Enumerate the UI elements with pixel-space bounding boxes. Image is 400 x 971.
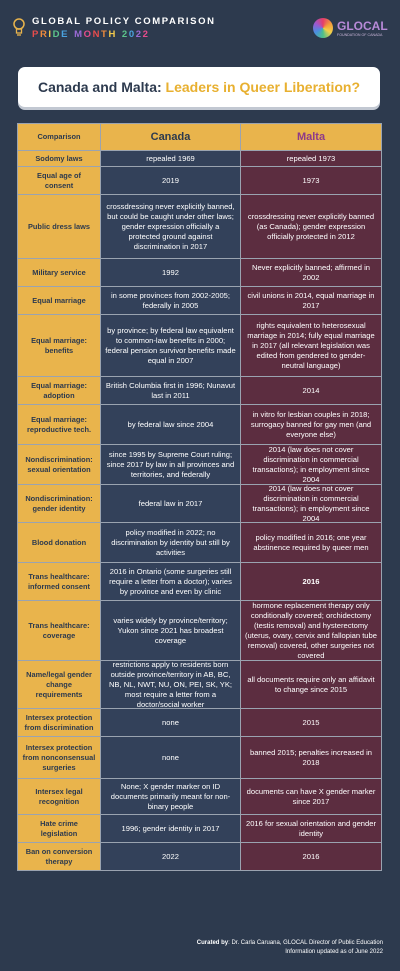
footer — [197, 939, 383, 956]
comparison-table — [17, 123, 382, 871]
subtitle-letter: 2 — [135, 29, 143, 40]
malta-value: 2014 — [241, 377, 382, 404]
table-header-row — [17, 123, 382, 151]
curated-text: : Dr. Carla Caruana, GLOCAL Director of Public Education — [228, 940, 383, 946]
table-body — [17, 151, 382, 871]
canada-value: restrictions apply to residents born outside province/territory in AB, BC, NB, NL, NWT, NU, ON, PEI, SK, YK; most require a letter from a doctor/social worker — [101, 661, 241, 708]
row-label: Equal marriage: reproductive tech. — [17, 405, 101, 444]
row-label: Sodomy laws — [17, 151, 101, 166]
curated-label: Curated by — [196, 940, 229, 946]
row-label: Equal marriage — [17, 287, 101, 314]
header-canada: Canada — [101, 124, 241, 150]
malta-value: in vitro for lesbian couples in 2018; surrogacy banned for gay men (and everyone else) — [241, 405, 382, 444]
canada-value: varies widely by province/territory; Yukon since 2021 has broadest coverage — [101, 601, 241, 660]
malta-value: policy modified in 2016; one year abstinence required by queer men — [241, 523, 382, 562]
subtitle-letter: T — [101, 29, 109, 40]
subtitle-letter: N — [92, 29, 102, 40]
logo-name: GLOCAL — [337, 19, 388, 33]
table-row — [17, 445, 382, 485]
malta-value: rights equivalent to heterosexual marriage in 2014; fully equal marriage in 2017 (all relevant legislation was edited from gendered to gender-neutral language) — [241, 315, 382, 376]
subtitle-letter: 2 — [121, 29, 129, 40]
subtitle-letter: E — [61, 29, 70, 40]
row-label: Ban on conversion therapy — [17, 843, 101, 870]
subtitle-letter: P — [32, 29, 40, 40]
row-label: Public dress laws — [17, 195, 101, 258]
malta-value: 2016 — [241, 563, 382, 600]
canada-value: repealed 1969 — [101, 151, 241, 166]
table-row — [17, 151, 382, 167]
malta-value: civil unions in 2014, equal marriage in 2017 — [241, 287, 382, 314]
malta-value: banned 2015; penalties increased in 2018 — [241, 737, 382, 778]
subtitle-letter: M — [74, 29, 84, 40]
subtitle-letter: O — [83, 29, 93, 40]
lightbulb-icon — [12, 17, 26, 37]
row-label: Equal age of consent — [17, 167, 101, 194]
subtitle-letter: H — [108, 29, 117, 40]
table-row — [17, 815, 382, 843]
title-part-1: Canada and Malta: — [37, 79, 162, 95]
row-label: Intersex protection from nonconsensual surgeries — [17, 737, 101, 778]
canada-value: by province; by federal law equivalent to common-law benefits in 2000; federal pension survivor benefits made equal in 2007 — [101, 315, 241, 376]
canada-value: none — [101, 709, 241, 736]
glocal-logo — [313, 17, 393, 41]
canada-value: 1996; gender identity in 2017 — [101, 815, 241, 842]
malta-value: 2014 (law does not cover discrimination in commercial transactions); in employment since 2004 — [241, 445, 382, 484]
table-row — [17, 485, 382, 523]
malta-value: documents can have X gender marker since 2017 — [241, 779, 382, 814]
malta-value: repealed 1973 — [241, 151, 382, 166]
table-row — [17, 167, 382, 195]
header-comparison: Comparison — [17, 124, 101, 150]
logo-subtitle: FOUNDATION OF CANADA — [337, 33, 383, 37]
logo-icon — [313, 18, 333, 38]
canada-value: 2016 in Ontario (some surgeries still require a letter from a doctor); varies by province and even by clinic — [101, 563, 241, 600]
malta-value: 2015 — [241, 709, 382, 736]
table-row — [17, 779, 382, 815]
table-row — [17, 661, 382, 709]
row-label: Equal marriage: adoption — [17, 377, 101, 404]
table-row — [17, 523, 382, 563]
subtitle-letter: D — [52, 29, 62, 40]
row-label: Nondiscrimination: sexual orientation — [17, 445, 101, 484]
row-label: Blood donation — [17, 523, 101, 562]
page-title — [18, 67, 380, 107]
canada-value: crossdressing never explicitly banned, but could be caught under other laws; gender expression officially a protected ground against discrimination in 2017 — [101, 195, 241, 258]
table-row — [17, 259, 382, 287]
canada-value: federal law in 2017 — [101, 485, 241, 522]
table-row — [17, 737, 382, 779]
malta-value: all documents require only an affidavit to change since 2015 — [241, 661, 382, 708]
canada-value: 2019 — [101, 167, 241, 194]
table-row — [17, 287, 382, 315]
row-label: Trans healthcare: coverage — [17, 601, 101, 660]
subtitle-letter: R — [39, 29, 49, 40]
updated-date: Information updated as of June 2022 — [285, 948, 383, 955]
table-row — [17, 405, 382, 445]
canada-value: since 1995 by Supreme Court ruling; since 2017 by law in all provinces and territories, and federally — [101, 445, 241, 484]
table-row — [17, 843, 382, 871]
row-label: Name/legal gender change requirements — [17, 661, 101, 708]
malta-value: 2016 — [241, 843, 382, 870]
subtitle-letter: I — [48, 29, 53, 40]
page-header — [0, 0, 400, 60]
canada-value: 1992 — [101, 259, 241, 286]
canada-value: none — [101, 737, 241, 778]
table-row — [17, 315, 382, 377]
subtitle-letter: 2 — [142, 29, 150, 40]
canada-value: 2022 — [101, 843, 241, 870]
header-title: GLOBAL POLICY COMPARISON — [32, 16, 216, 27]
row-label: Equal marriage: benefits — [17, 315, 101, 376]
table-row — [17, 563, 382, 601]
malta-value: hormone replacement therapy only conditionally covered; orchidectomy (testis removal) and hysterectomy (uterus, ovary, cervix and fallopian tube removal) covered, other surgeries not covered — [241, 601, 382, 660]
subtitle-letter: 0 — [128, 29, 136, 40]
canada-value: policy modified in 2022; no discrimination by identity but still by activities — [101, 523, 241, 562]
row-label: Military service — [17, 259, 101, 286]
canada-value: by federal law since 2004 — [101, 405, 241, 444]
table-row — [17, 709, 382, 737]
title-part-2: Leaders in Queer Liberation? — [165, 79, 361, 95]
header-malta: Malta — [241, 124, 382, 150]
row-label: Trans healthcare: informed consent — [17, 563, 101, 600]
row-label: Nondiscrimination: gender identity — [17, 485, 101, 522]
table-row — [17, 195, 382, 259]
table-row — [17, 601, 382, 661]
canada-value: in some provinces from 2002-2005; federally in 2005 — [101, 287, 241, 314]
malta-value: 2016 for sexual orientation and gender identity — [241, 815, 382, 842]
table-row — [17, 377, 382, 405]
row-label: Hate crime legislation — [17, 815, 101, 842]
malta-value: crossdressing never explicitly banned (as Canada); gender expression officially protected in 2012 — [241, 195, 382, 258]
canada-value: British Columbia first in 1996; Nunavut last in 2011 — [101, 377, 241, 404]
malta-value: 2014 (law does not cover discrimination in commercial transactions); in employment since 2004 — [241, 485, 382, 522]
canada-value: None; X gender marker on ID documents primarily meant for non-binary people — [101, 779, 241, 814]
row-label: Intersex protection from discrimination — [17, 709, 101, 736]
malta-value: 1973 — [241, 167, 382, 194]
malta-value: Never explicitly banned; affirmed in 2002 — [241, 259, 382, 286]
row-label: Intersex legal recognition — [17, 779, 101, 814]
curated-by — [197, 939, 383, 948]
header-subtitle — [32, 29, 149, 40]
